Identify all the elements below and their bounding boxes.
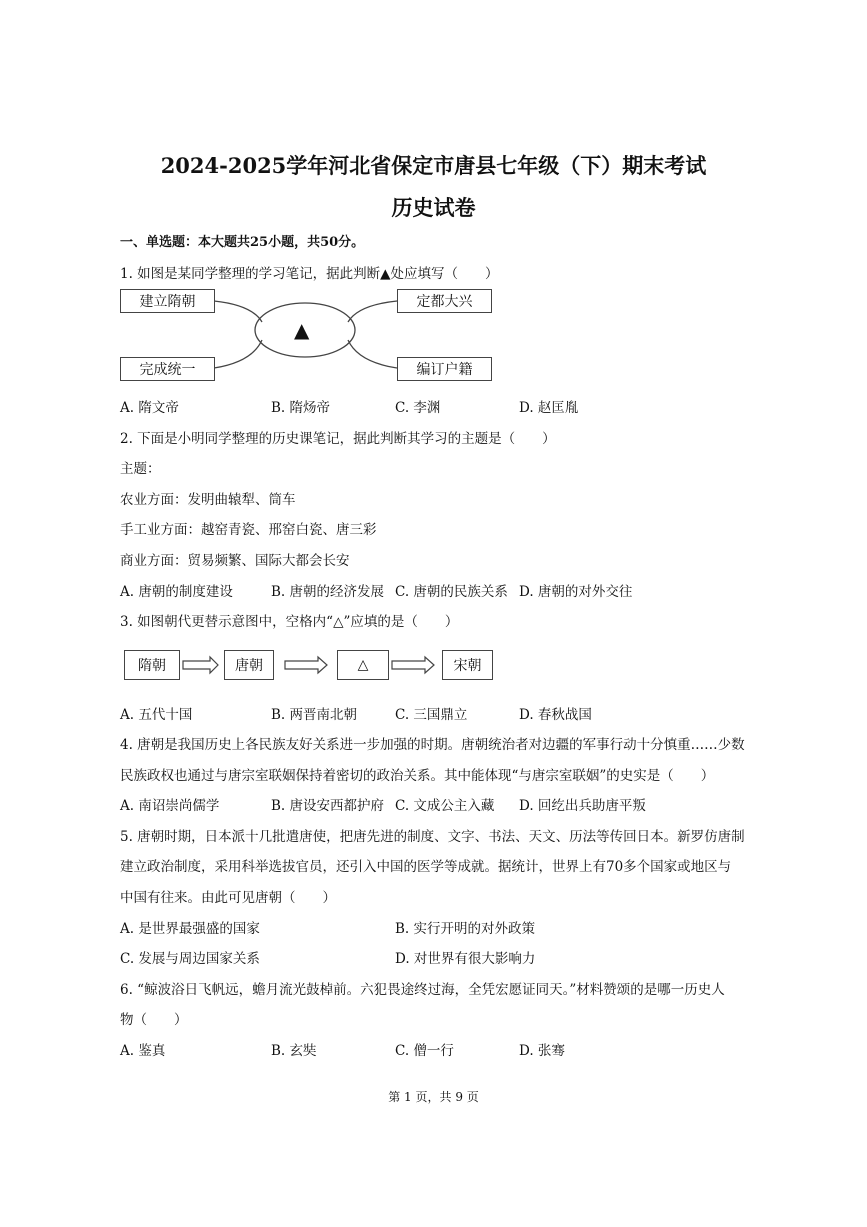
question-2-stem: 2. 下面是小明同学整理的历史课笔记，据此判断其学习的主题是（ ） xyxy=(120,431,556,447)
q1-option-a: A. 隋文帝 xyxy=(120,400,179,416)
question-6-line: 物（ ） xyxy=(120,1012,188,1028)
q2-option-b: B. 唐朝的经济发展 xyxy=(271,584,385,600)
q3-flow-box: 宋朝 xyxy=(442,650,493,680)
q4-option-b: B. 唐设安西都护府 xyxy=(271,798,385,814)
q1-box-top-left: 建立隋朝 xyxy=(120,289,215,313)
q2-note-line: 主题： xyxy=(120,461,161,477)
q1-option-c: C. 李渊 xyxy=(395,400,441,416)
q1-box-bottom-right: 编订户籍 xyxy=(397,357,492,381)
q1-box-bottom-left: 完成统一 xyxy=(120,357,215,381)
q2-option-a: A. 唐朝的制度建设 xyxy=(120,584,233,600)
question-1-stem: 1. 如图是某同学整理的学习笔记，据此判断▲处应填写（ ） xyxy=(120,266,499,282)
section-heading: 一、单选题：本大题共25小题，共50分。 xyxy=(120,235,365,250)
q6-option-a: A. 鉴真 xyxy=(120,1043,166,1059)
q5-option-a: A. 是世界最强盛的国家 xyxy=(120,921,260,937)
question-3-stem: 3. 如图朝代更替示意图中，空格内“△”应填的是（ ） xyxy=(120,614,459,630)
q6-option-d: D. 张骞 xyxy=(519,1043,565,1059)
question-4-line: 民族政权也通过与唐宗室联姻保持着密切的政治关系。其中能体现“与唐宗室联姻”的史实是（ ） xyxy=(120,768,715,784)
q6-option-b: B. 玄奘 xyxy=(271,1043,317,1059)
question-4-line: 4. 唐朝是我国历史上各民族友好关系进一步加强的时期。唐朝统治者对边疆的军事行动十分慎重……少数 xyxy=(120,737,745,753)
exam-subtitle: 历史试卷 xyxy=(391,195,476,220)
q5-option-b: B. 实行开明的对外政策 xyxy=(395,921,536,937)
q3-option-b: B. 两晋南北朝 xyxy=(271,707,358,723)
q3-option-d: D. 春秋战国 xyxy=(519,707,592,723)
q6-option-c: C. 僧一行 xyxy=(395,1043,454,1059)
q3-option-c: C. 三国鼎立 xyxy=(395,707,468,723)
q4-option-c: C. 文成公主入藏 xyxy=(395,798,495,814)
exam-title: 2024-2025学年河北省保定市唐县七年级（下）期末考试 xyxy=(160,153,707,178)
q5-option-d: D. 对世界有很大影响力 xyxy=(395,951,536,967)
question-5-line: 中国有往来。由此可见唐朝（ ） xyxy=(120,890,336,906)
page-footer: 第 1 页，共 9 页 xyxy=(388,1090,479,1104)
q2-note-line: 手工业方面：越窑青瓷、邢窑白瓷、唐三彩 xyxy=(120,522,377,538)
q1-center-marker: ▲ xyxy=(294,318,310,342)
q3-flow-box: 唐朝 xyxy=(224,650,274,680)
q2-option-c: C. 唐朝的民族关系 xyxy=(395,584,508,600)
q2-option-d: D. 唐朝的对外交往 xyxy=(519,584,633,600)
question-5-line: 建立政治制度，采用科举选拔官员，还引入中国的医学等成就。据统计，世界上有70多个国家或地区与 xyxy=(120,859,732,875)
q1-box-top-right: 定都大兴 xyxy=(397,289,492,313)
q4-option-a: A. 南诏崇尚儒学 xyxy=(120,798,220,814)
q3-option-a: A. 五代十国 xyxy=(120,707,193,723)
q3-flow-box: 隋朝 xyxy=(124,650,180,680)
q5-option-c: C. 发展与周边国家关系 xyxy=(120,951,260,967)
q4-option-d: D. 回纥出兵助唐平叛 xyxy=(519,798,646,814)
q1-option-d: D. 赵匡胤 xyxy=(519,400,579,416)
q2-note-line: 农业方面：发明曲辕犁、筒车 xyxy=(120,492,296,508)
q1-option-b: B. 隋炀帝 xyxy=(271,400,331,416)
question-6-line: 6. “鲸波浴日飞帆远，蟾月流光鼓棹前。六犯畏途终过海，全凭宏愿证同天。”材料赞颂的是哪一历史人 xyxy=(120,982,725,998)
question-5-line: 5. 唐朝时期，日本派十几批遣唐使，把唐先进的制度、文字、书法、天文、历法等传回日本。新罗仿唐制 xyxy=(120,829,745,845)
q2-note-line: 商业方面：贸易频繁、国际大都会长安 xyxy=(120,553,350,569)
q3-flow-box: △ xyxy=(337,650,389,680)
